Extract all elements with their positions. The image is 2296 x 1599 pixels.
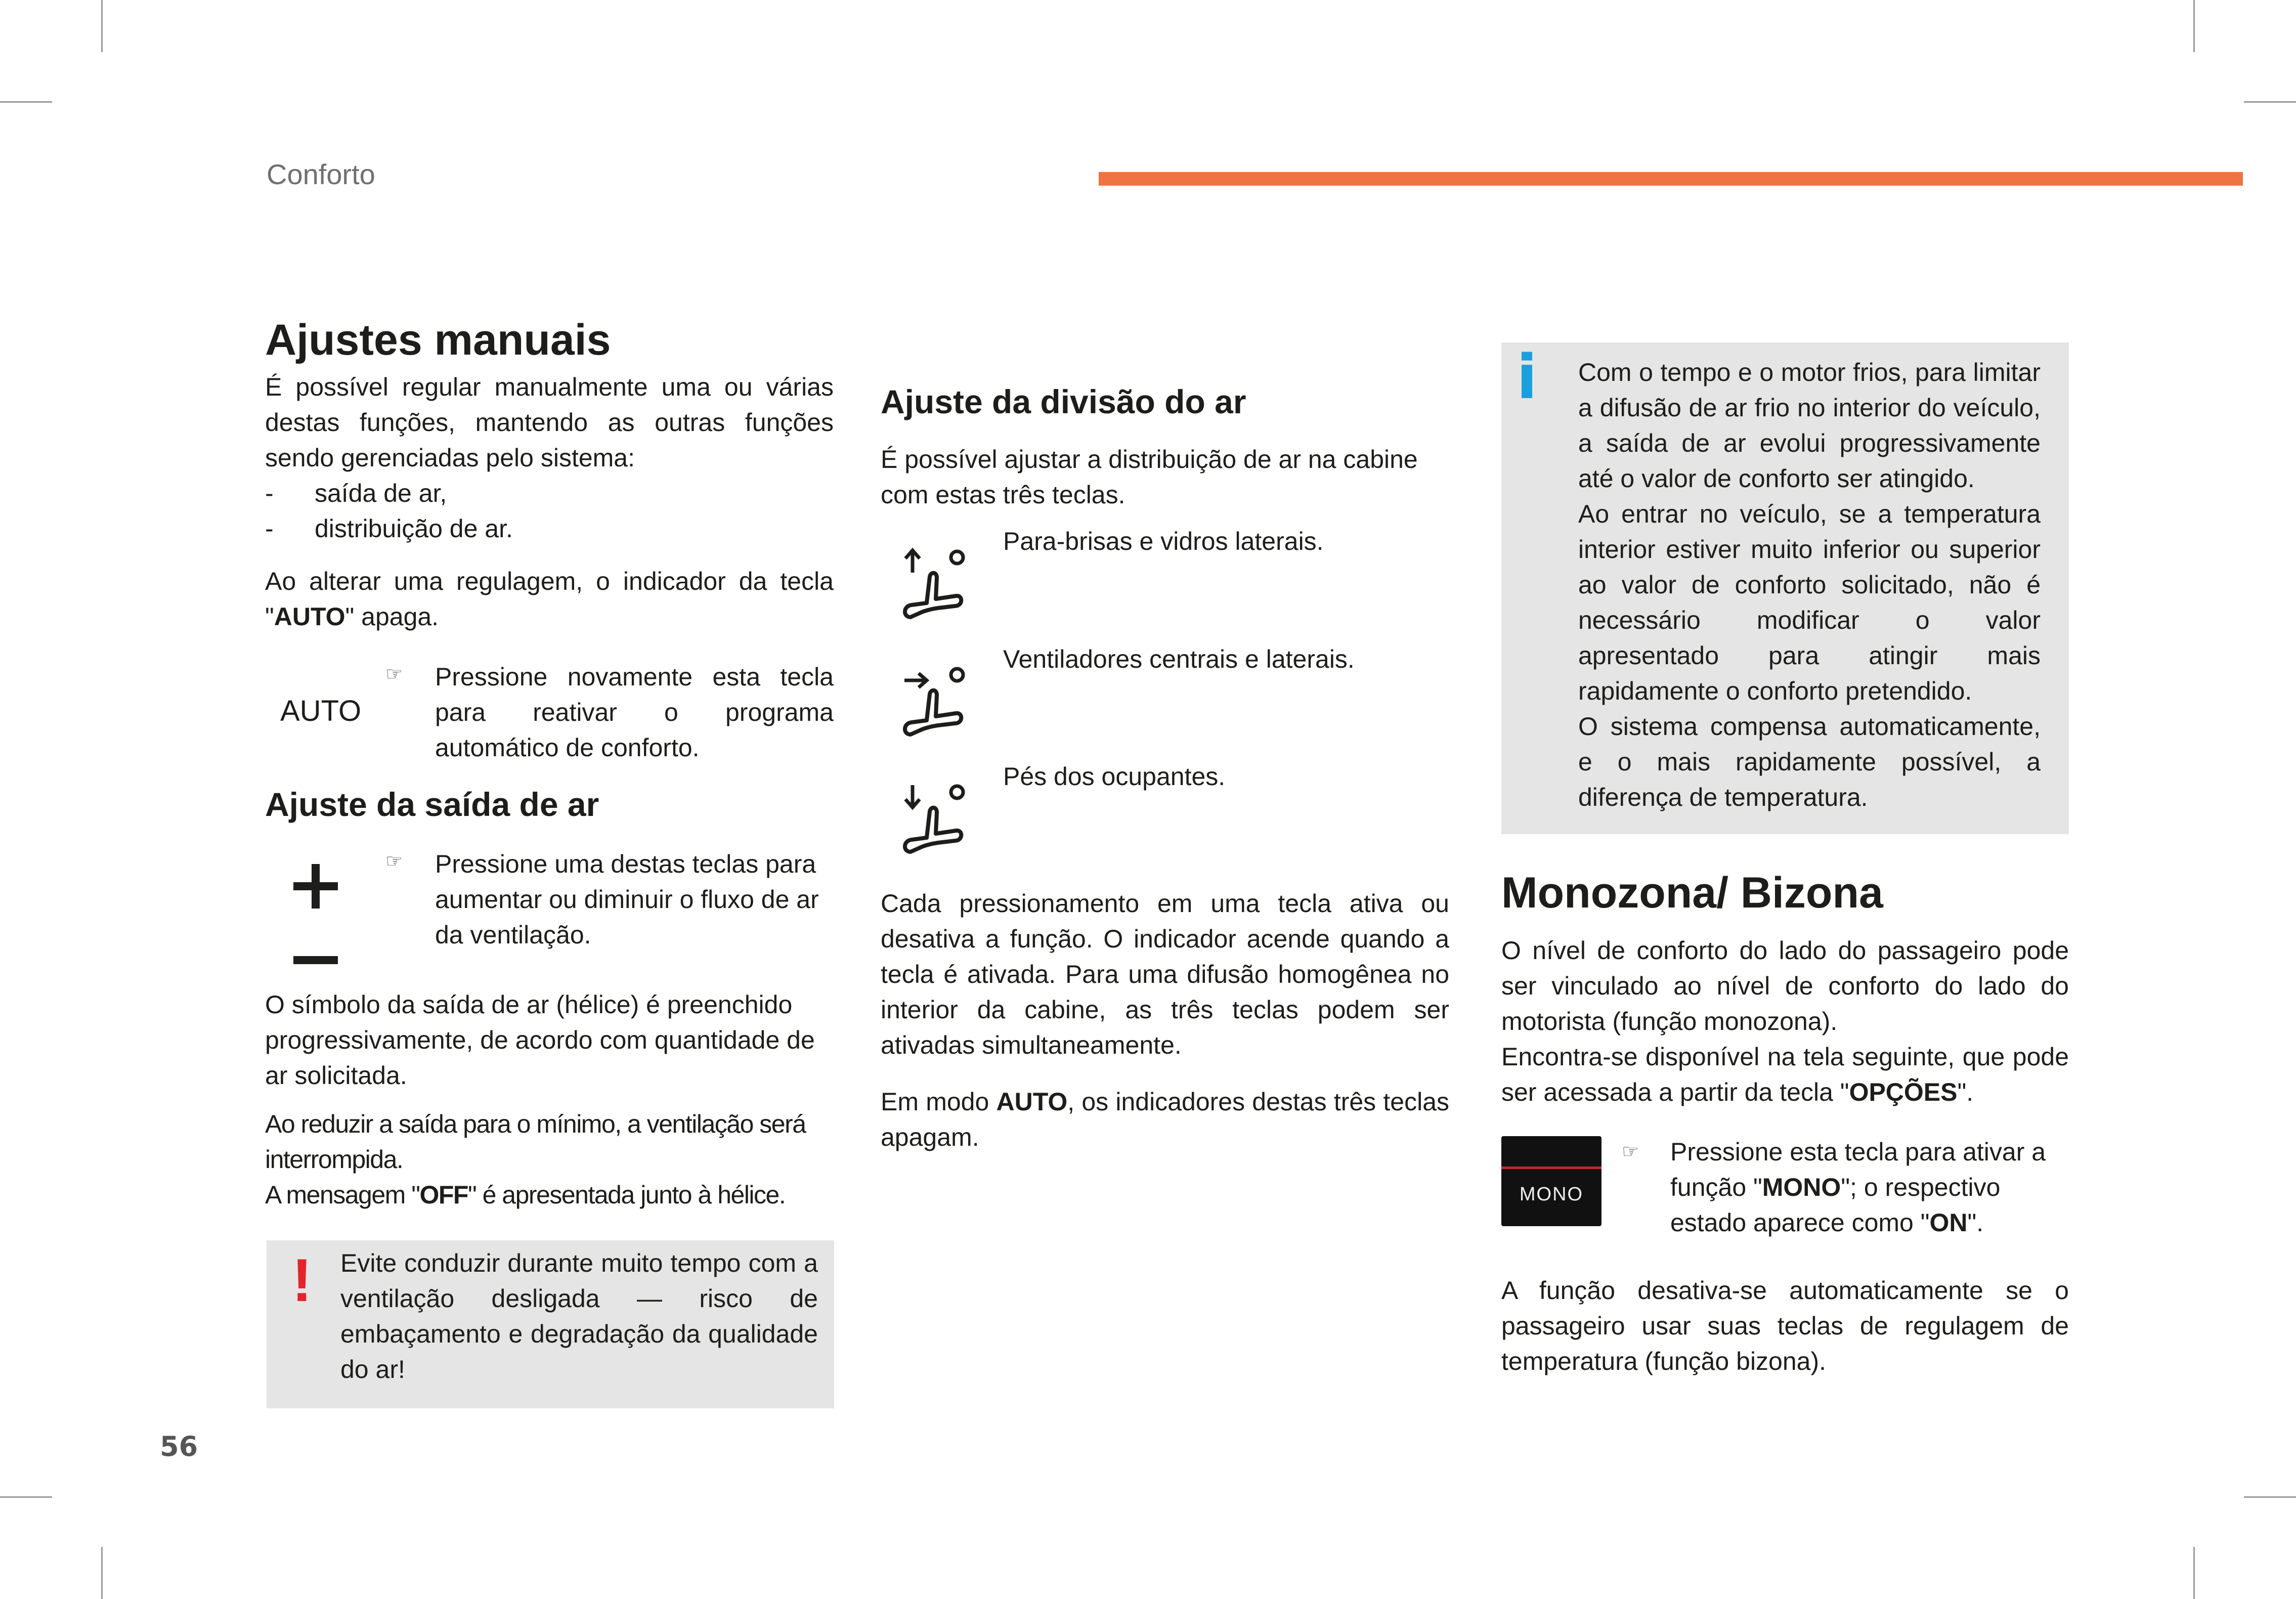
seat-air-up-icon[interactable] bbox=[900, 546, 971, 622]
reduce-text: Ao reduzir a saída para o mínimo, a ventilação será interrompida. bbox=[265, 1110, 806, 1174]
auto-mode-text: Em modo AUTO, os indicadores destas três teclas apagam. bbox=[881, 1088, 1449, 1151]
info-paragraph: Com o tempo e o motor frios, para limitar a difusão de ar frio no interior do veículo, a saída de ar evolui progressivamente até o valor de conforto ser atingido. bbox=[1578, 358, 2041, 493]
crop-mark bbox=[0, 1496, 52, 1498]
air-distribution-intro: É possível ajustar a distribuição de ar na cabine com estas três teclas. bbox=[881, 445, 1418, 509]
monozone-paragraph: O nível de conforto do lado do passageiro pode ser vinculado ao nível de conforto do lado do motorista (função monozona). bbox=[1501, 936, 2069, 1035]
info-text bbox=[1578, 355, 2041, 815]
info-box bbox=[1501, 342, 2069, 834]
mono-instruction: Pressione esta tecla para ativar a função "MONO"; o respectivo estado aparece como "ON". bbox=[1670, 1138, 2046, 1237]
warning-box bbox=[267, 1240, 834, 1408]
air-distribution-heading: Ajuste da divisão do ar bbox=[881, 383, 1246, 420]
page-number: 56 bbox=[160, 1431, 198, 1462]
minus-icon[interactable] bbox=[293, 956, 338, 964]
auto-instruction: Pressione novamente esta tecla para reativar o programa automático de conforto. bbox=[435, 663, 834, 762]
fan-symbol-text: O símbolo da saída de ar (hélice) é preenchido progressivamente, de acordo com quantidade de ar solicitada. bbox=[265, 990, 815, 1090]
seat-air-front-icon[interactable] bbox=[900, 664, 971, 740]
bizone-text: A função desativa-se automaticamente se o passageiro usar suas teclas de regulagem de temperatura (função bizona). bbox=[1501, 1276, 2069, 1375]
auto-key[interactable]: AUTO bbox=[280, 695, 362, 727]
mono-key[interactable] bbox=[1501, 1136, 1601, 1226]
list-item bbox=[265, 511, 834, 546]
airflow-heading: Ajuste da saída de ar bbox=[265, 786, 599, 823]
hand-pointer-icon: ☞ bbox=[385, 664, 403, 685]
crop-mark bbox=[2244, 1496, 2296, 1498]
info-paragraph: Ao entrar no veículo, se a temperatura interior estiver muito inferior ou superior ao valor de conforto solicitado, não é necessário modificar o valor apresentado para atingir mais rapidamente o conforto pretendido. bbox=[1578, 500, 2041, 705]
option-text: Pés dos ocupantes. bbox=[1003, 762, 1226, 791]
list-item-text: distribuição de ar. bbox=[315, 514, 513, 543]
info-paragraph: O sistema compensa automaticamente, e o mais rapidamente possível, a diferença de temperatura. bbox=[1578, 712, 2041, 811]
manual-adjustments-heading: Ajustes manuais bbox=[265, 316, 611, 364]
list-dash: - bbox=[265, 514, 274, 543]
crop-mark bbox=[101, 0, 103, 52]
warning-text: Evite conduzir durante muito tempo com a ventilação desligada — risco de embaçamento e degradação da qualidade do ar! bbox=[340, 1249, 818, 1384]
crop-mark bbox=[2193, 0, 2195, 52]
crop-mark bbox=[2193, 1547, 2195, 1599]
crop-mark bbox=[0, 101, 52, 103]
column-manual-adjustments bbox=[265, 316, 834, 634]
crop-mark bbox=[101, 1547, 103, 1599]
hand-pointer-icon: ☞ bbox=[1622, 1141, 1639, 1162]
options-key-paragraph: Encontra-se disponível na tela seguinte, que pode ser acessada a partir da tecla "OPÇÕES". bbox=[1501, 1043, 2069, 1106]
auto-indicator-note: Ao alterar uma regulagem, o indicador da tecla "AUTO" apaga. bbox=[265, 567, 834, 631]
list-item-text: saída de ar, bbox=[315, 479, 447, 507]
info-icon: i bbox=[1517, 342, 1538, 413]
monozone-heading: Monozona/ Bizona bbox=[1501, 869, 1883, 917]
off-message-text: A mensagem "OFF" é apresentada junto à hélice. bbox=[265, 1181, 786, 1209]
list-item bbox=[265, 476, 834, 511]
off-note bbox=[265, 1106, 834, 1213]
list-dash: - bbox=[265, 479, 274, 507]
section-title: Conforto bbox=[267, 158, 375, 190]
crop-mark bbox=[2244, 101, 2296, 103]
option-text: Ventiladores centrais e laterais. bbox=[1003, 645, 1355, 673]
monozone-text bbox=[1501, 933, 2069, 1110]
plus-icon-vertical bbox=[312, 864, 320, 909]
section-accent-bar bbox=[1099, 172, 2243, 186]
seat-air-down-icon[interactable] bbox=[900, 781, 971, 857]
warning-icon: ! bbox=[292, 1246, 312, 1314]
air-distribution-text: Cada pressionamento em uma tecla ativa ou desativa a função. O indicador acende quando a tecla é ativada. Para uma difusão homogênea no interior da cabine, as três teclas podem ser ativadas simultaneamente. bbox=[881, 889, 1449, 1059]
manual-intro-text: É possível regular manualmente uma ou várias destas funções, mantendo as outras funções sendo gerenciadas pelo sistema: bbox=[265, 372, 834, 472]
mono-key-label: MONO bbox=[1519, 1184, 1584, 1205]
hand-pointer-icon: ☞ bbox=[385, 851, 403, 872]
mono-key-indicator bbox=[1501, 1166, 1601, 1169]
option-text: Para-brisas e vidros laterais. bbox=[1003, 527, 1324, 555]
airflow-instruction: Pressione uma destas teclas para aumentar ou diminuir o fluxo de ar da ventilação. bbox=[435, 850, 819, 949]
